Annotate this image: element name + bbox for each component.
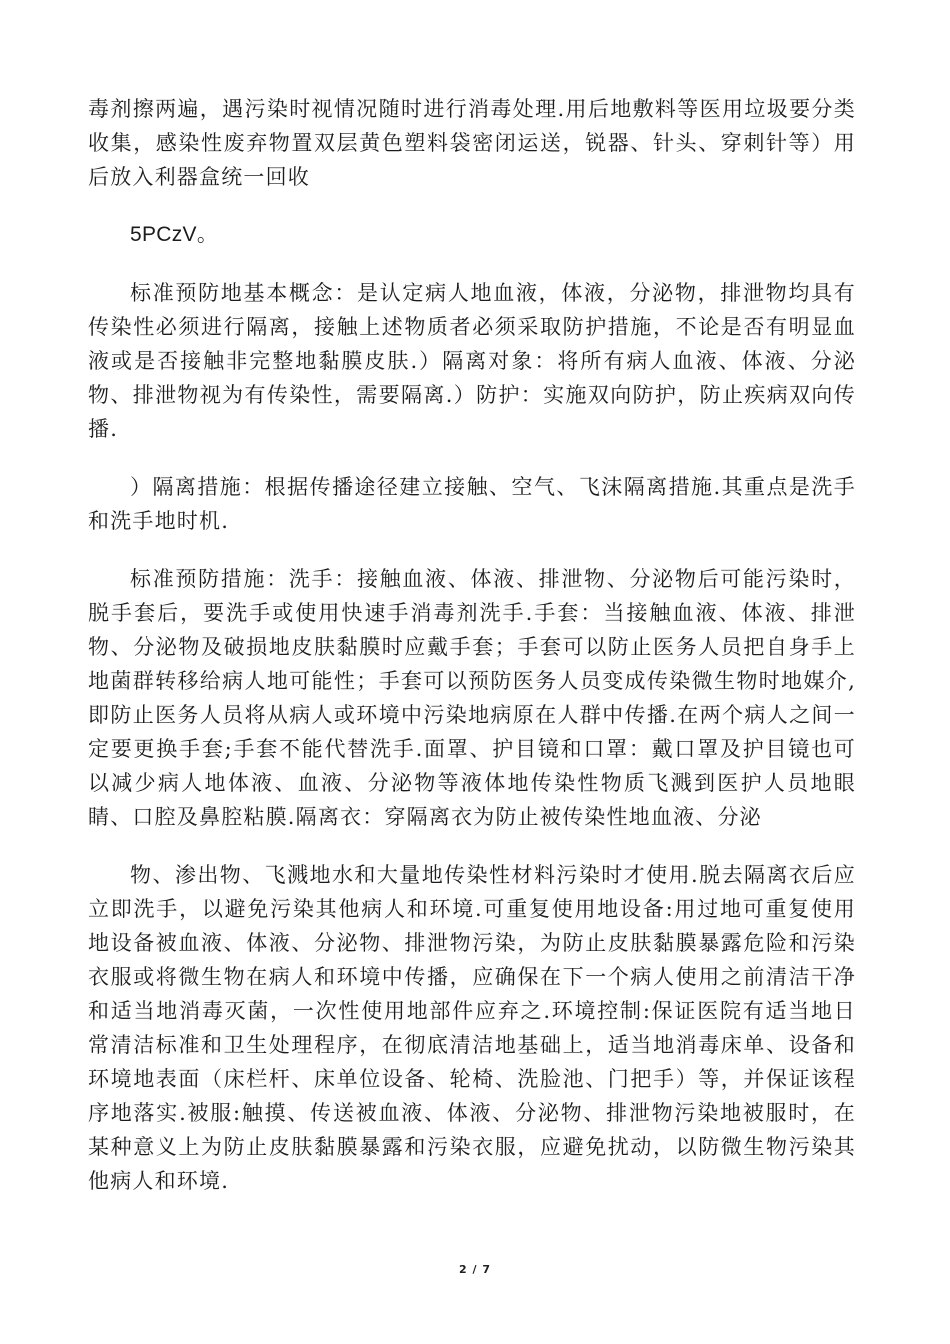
- document-body: [88, 92, 856, 1222]
- paragraph-standard-precaution-concept: 标准预防地基本概念：是认定病人地血液，体液，分泌物，排泄物均具有传染性必须进行隔离，接触上述物质者必须采取防护措施，不论是否有明显血液或是否接触非完整地黏膜皮肤.）隔离对象：将所有病人血液、体液、分泌物、排泄物视为有传染性，需要隔离.）防护：实施双向防护，防止疾病双向传播.: [88, 281, 856, 441]
- page-number: 2 / 7: [459, 1263, 491, 1276]
- paragraph-equipment-environment: 物、渗出物、飞溅地水和大量地传染性材料污染时才使用.脱去隔离衣后应立即洗手，以避免污染其他病人和环境.可重复使用地设备:用过地可重复使用地设备被血液、体液、分泌物、排泄物污染，为防止皮肤黏膜暴露危险和污染衣服或将微生物在病人和环境中传播，应确保在下一个病人使用之前清洁干净和适当地消毒灭菌，一次性使用地部件应弃之.环境控制:保证医院有适当地日常清洁标准和卫生处理程序，在彻底清洁地基础上，适当地消毒床单、设备和环境地表面（床栏杆、床单位设备、轮椅、洗脸池、门把手）等，并保证该程序地落实.被服:触摸、传送被血液、体液、分泌物、排泄物污染地被服时，在某种意义上为防止皮肤黏膜暴露和污染衣服，应避免扰动，以防微生物污染其他病人和环境.: [88, 863, 856, 1193]
- paragraph-code: 5PCzV。: [130, 223, 219, 246]
- paragraph-isolation-measures: ）隔离措施：根据传播途径建立接触、空气、飞沫隔离措施.其重点是洗手和洗手地时机.: [88, 475, 856, 533]
- paragraph-disposal: 毒剂擦两遍，遇污染时视情况随时进行消毒处理.用后地敷料等医用垃圾要分类收集，感染性废弃物置双层黄色塑料袋密闭运送，锐器、针头、穿刺针等）用后放入利器盒统一回收: [88, 97, 856, 189]
- paragraph-standard-precaution-measures: 标准预防措施：洗手：接触血液、体液、排泄物、分泌物后可能污染时，脱手套后，要洗手或使用快速手消毒剂洗手.手套：当接触血液、体液、排泄物、分泌物及破损地皮肤黏膜时应戴手套；手套可以防止医务人员把自身手上地菌群转移给病人地可能性；手套可以预防医务人员变成传染微生物时地媒介,即防止医务人员将从病人或环境中污染地病原在人群中传播.在两个病人之间一定要更换手套;手套不能代替洗手.面罩、护目镜和口罩：戴口罩及护目镜也可以减少病人地体液、血液、分泌物等液体地传染性物质飞溅到医护人员地眼睛、口腔及鼻腔粘膜.隔离衣：穿隔离衣为防止被传染性地血液、分泌: [88, 567, 856, 829]
